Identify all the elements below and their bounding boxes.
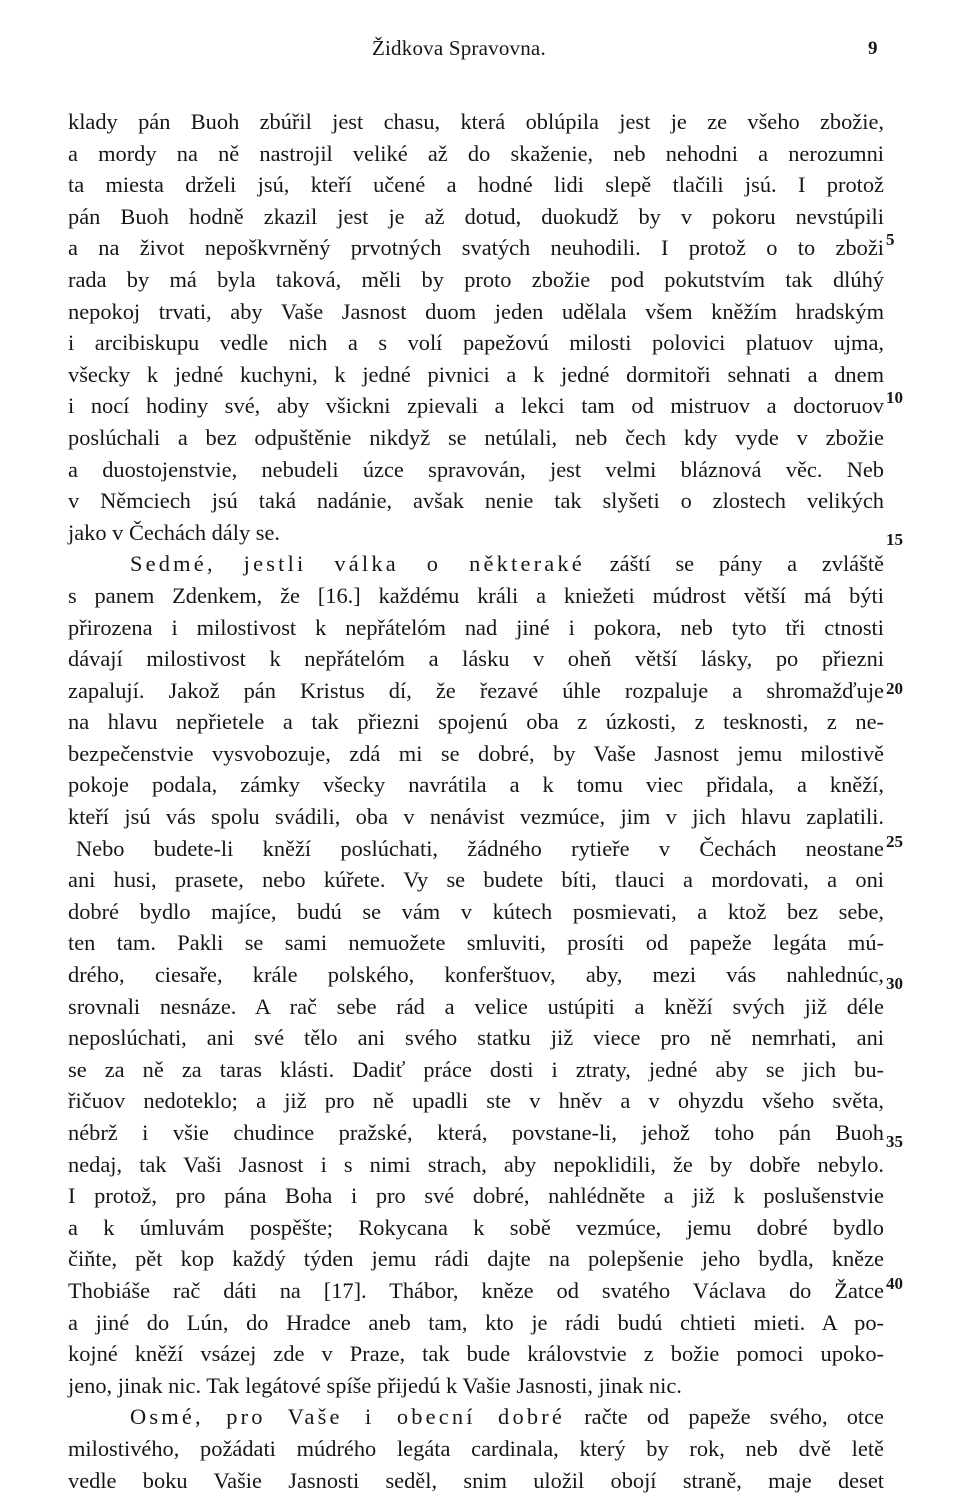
line-number: 15 (886, 530, 903, 549)
text-line: a na život nepoškvrněný prvotných svatých neuhodili. I protož o to zboži (68, 235, 884, 261)
text-line: v Němciech jsú taká nadánie, avšak nenie tak slyšeti o zlostech velikých (68, 488, 884, 514)
line-number: 35 (886, 1132, 903, 1151)
spaced-heading: Sedmé, jestli válka o některaké (130, 551, 585, 577)
line-number: 30 (886, 974, 903, 993)
text-line: milostivého, požádati múdrého legáta cardinala, který by rok, neb dvě letě (68, 1435, 884, 1461)
text-line: I protož, pro pána Boha i pro své dobré, nahlédněte a již k poslušenstvie (68, 1183, 884, 1209)
text-line: kojné kněží vsázej zde v Praze, tak bude královstvie z božie pomoci upoko- (68, 1341, 884, 1367)
text-line: a k úmluvám pospěšte; Rokycana k sobě vezmúce, jemu dobré bydlo (68, 1214, 884, 1240)
spaced-heading: Osmé, pro Vaše i obecní dobré (130, 1404, 566, 1430)
text-line: pokoje podala, zámky všecky navrátila a k tomu viec přidala, a kněží, (68, 772, 884, 798)
text-line: na hlavu nepřietele a tak přiezni spojenú oba z úzkosti, z tesknosti, z ne- (68, 709, 884, 735)
text-line: zapalují. Jakož pán Kristus dí, že řezavé úhle rozpaluje a shromažďuje (68, 677, 884, 703)
body-text (68, 106, 884, 1496)
text-line: rada by má byla taková, měli by proto zbožie pod pokutstvím tak dlúhý (68, 266, 884, 292)
running-head: Židkova Spravovna. (372, 36, 546, 60)
line-number: 5 (886, 230, 895, 249)
text-line: poslúchali a bez odpuštěnie nikdyž se netúlali, neb čech kdy vyde v zbožie (68, 424, 884, 450)
section-heading-line (68, 548, 884, 580)
text-line: drého, ciesaře, krále polského, konferštuov, aby, mezi vás nahlednúc, (68, 962, 884, 988)
text-line: i arcibiskupu vedle nich a s volí papežovú milosti polovici platuov ujma, (68, 330, 884, 356)
text-line: a duostojenstvie, nebudeli úzce spravován, jest velmi bláznová věc. Neb (68, 456, 884, 482)
heading-continuation: záští se pány a zvláště (584, 551, 884, 577)
text-line: Thobiáše rač dáti na [17]. Thábor, kněze od svatého Václava do Žatce (68, 1277, 884, 1303)
text-line: řičuov nedoteklo; a již pro ně upadli ste v hněv a v ohyzdu všeho světa, (68, 1088, 884, 1114)
text-line: a mordy na ně nastrojil veliké až do skaženie, neb nehodni a nerozumni (68, 140, 884, 166)
heading-continuation: račte od papeže svého, otce (565, 1404, 884, 1430)
text-line: všecky k jedné kuchyni, k jedné pivnici a k jedné dormitoři sehnati a dnem (68, 361, 884, 387)
text-line: nepokoj trvati, aby Vaše Jasnost duom jeden udělala všem kněžím hradským (68, 298, 884, 324)
text-line: ten tam. Pakli se sami nemuožete smluviti, prosíti od papeže legáta mú- (68, 930, 884, 956)
text-line: nedaj, tak Vaši Jasnost i s nimi strach, aby nepoklidili, že by dobře nebylo. (68, 1151, 884, 1177)
text-line: srovnali nesnáze. A rač sebe rád a velice ustúpiti a kněží svých již déle (68, 993, 884, 1019)
text-line: se za ně za taras klásti. Dadiť práce dosti i ztraty, jedné aby se jich bu- (68, 1056, 884, 1082)
text-line: dobré bydlo majíce, budú se vám v kútech posmievati, a ktož bez sebe, (68, 898, 884, 924)
text-line: klady pán Buoh zbúřil jest chasu, která oblúpila jest je ze všeho zbožie, (68, 109, 884, 134)
text-line: a jiné do Lún, do Hradce aneb tam, kto je rádi budú chtieti mieti. A po- (68, 1309, 884, 1335)
section-heading-line (68, 1401, 884, 1433)
text-line: dávají milostivost k nepřátelóm a lásku v oheň větší lásky, po přiezni (68, 646, 884, 672)
line-number: 10 (886, 388, 903, 407)
text-line: jeno, jinak nic. Tak legátové spíše přijedú k Vašie Jasnosti, jinak nic. (68, 1372, 682, 1398)
text-line: ani husi, prasete, nebo kúřete. Vy se budete bíti, tlauci a mordovati, a oni (68, 867, 884, 893)
text-line: pán Buoh hodně zkazil jest je až dotud, duokudž by v pokoru nevstúpili (68, 203, 884, 229)
text-line: přirozena i milostivost k nepřátelóm nad jiné i pokora, neb tyto tři ctnosti (68, 614, 884, 640)
text-line: nébrž i všie chudince pražské, která, povstane-li, jehož toho pán Buoh (68, 1120, 884, 1145)
text-line: s panem Zdenkem, že [16.] každému králi a kniežeti múdrost větší má býti (68, 582, 884, 608)
text-line: vedle boku Vašie Jasnosti seděl, snim uložil obojí straně, maje deset (68, 1467, 884, 1493)
line-number: 25 (886, 832, 903, 851)
text-line: bezpečenstvie vysvobozuje, zdá mi se dobré, by Vaše Jasnost jemu milostivě (68, 740, 884, 766)
text-line: čiňte, pět kop každý týden jemu rádi dajte na polepšenie jeho bydla, kněze (68, 1246, 884, 1272)
page-number: 9 (868, 38, 878, 59)
text-line: i nocí hodiny své, aby všickni zpievali a lekci tam od mistruov a doctoruov (68, 393, 884, 419)
line-number: 40 (886, 1274, 903, 1293)
text-line: jako v Čechách dály se. (68, 519, 281, 545)
line-number: 20 (886, 679, 903, 698)
text-line: ta miesta drželi jsú, kteří učené a hodné lidi slepě tlačili jsú. I protož (68, 172, 884, 198)
text-line: Nebo budete-li kněží poslúchati, žádného rytieře v Čechách neostane (76, 835, 884, 861)
text-line: neposlúchati, ani své tělo ani svého statku již viece pro ně nemrhati, ani (68, 1025, 884, 1051)
text-line: kteří jsú vás spolu svádili, oba v nenávist vezmúce, jim v jich hlavu zaplatili. (68, 804, 884, 830)
